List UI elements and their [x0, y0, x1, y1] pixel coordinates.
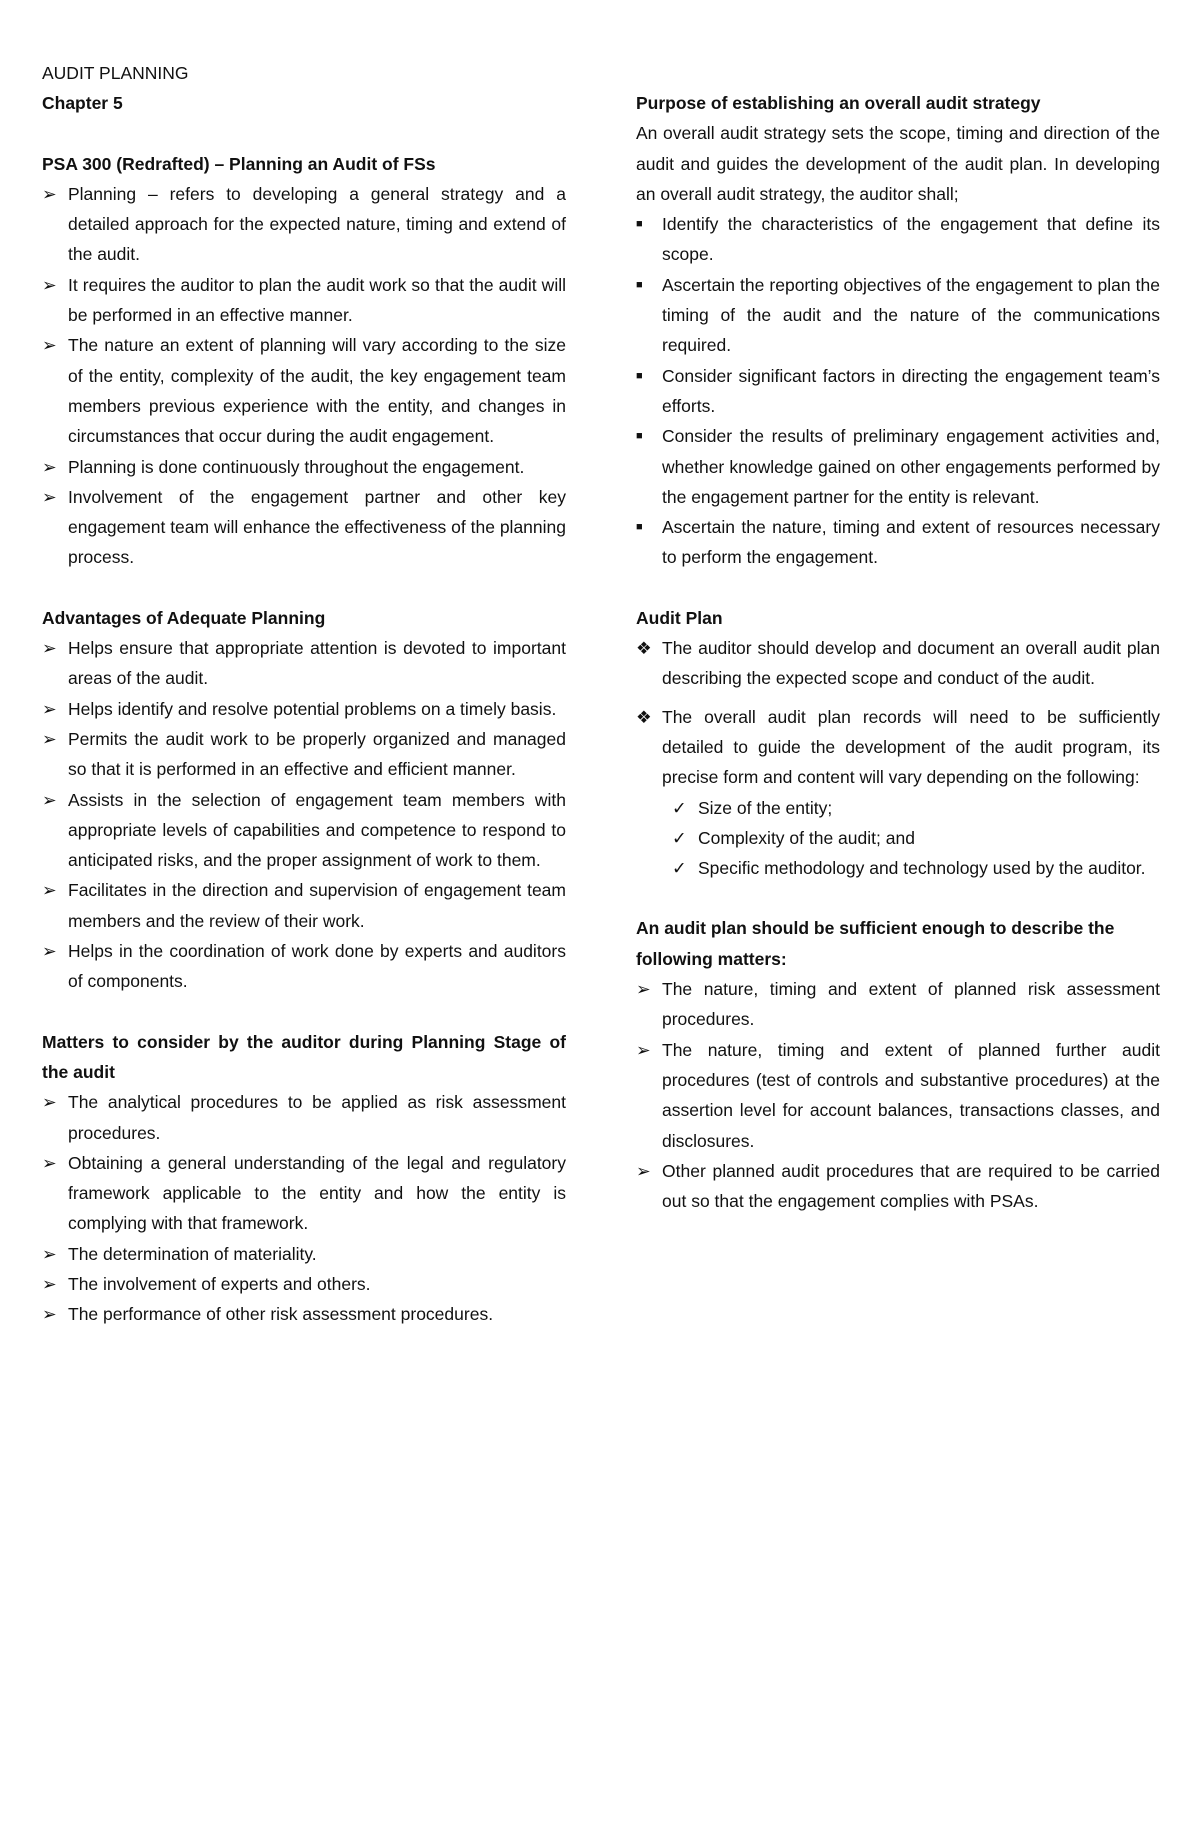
list-item: ➢ Involvement of the engagement partner and other key engagement team will enhance the effectiveness of the planning process. [42, 482, 566, 573]
list-item: ■ Ascertain the nature, timing and extent of resources necessary to perform the engagement. [636, 512, 1160, 573]
audit-plan-checklist [636, 793, 1160, 884]
arrow-bullet-icon: ➢ [42, 880, 57, 901]
sufficient-list [636, 974, 1160, 1216]
arrow-bullet-icon: ➢ [42, 335, 57, 356]
square-bullet-icon: ■ [636, 218, 643, 231]
list-item: ❖ The auditor should develop and document an overall audit plan describing the expected scope and conduct of the audit. [636, 633, 1160, 694]
diamond-bullet-icon: ❖ [636, 706, 652, 727]
matters-list [42, 1087, 566, 1329]
list-item: ➢ Helps ensure that appropriate attention is devoted to important areas of the audit. [42, 633, 566, 694]
arrow-bullet-icon: ➢ [42, 456, 57, 477]
arrow-bullet-icon: ➢ [42, 486, 57, 507]
list-item: ➢ It requires the auditor to plan the audit work so that the audit will be performed in an effective manner. [42, 270, 566, 331]
audit-plan-heading: Audit Plan [636, 607, 723, 628]
advantages-heading: Advantages of Adequate Planning [42, 607, 326, 628]
document-title: AUDIT PLANNING [42, 63, 189, 83]
list-item: ➢ Assists in the selection of engagement team members with appropriate levels of capabilities and competence to respond to anticipated risks, and the proper assignment of work to them. [42, 785, 566, 876]
list-item: ➢ The analytical procedures to be applied as risk assessment procedures. [42, 1087, 566, 1148]
list-item: ➢ Facilitates in the direction and supervision of engagement team members and the review of their work. [42, 875, 566, 936]
arrow-bullet-icon: ➢ [636, 1039, 651, 1060]
list-item: ➢ The involvement of experts and others. [42, 1269, 566, 1299]
list-item: ➢ Planning is done continuously throughout the engagement. [42, 452, 566, 482]
list-item: ➢ The determination of materiality. [42, 1239, 566, 1269]
list-item: ■ Identify the characteristics of the engagement that define its scope. [636, 209, 1160, 270]
list-item: ✓ Specific methodology and technology used by the auditor. [672, 853, 1160, 883]
advantages-list [42, 633, 566, 997]
arrow-bullet-icon: ➢ [636, 979, 651, 1000]
purpose-heading: Purpose of establishing an overall audit strategy [636, 93, 1041, 113]
audit-plan-list [636, 633, 1160, 792]
arrow-bullet-icon: ➢ [636, 1160, 651, 1181]
list-item: ➢ Helps identify and resolve potential problems on a timely basis. [42, 694, 566, 724]
right-column [636, 88, 1160, 1216]
arrow-bullet-icon: ➢ [42, 1243, 57, 1264]
square-bullet-icon: ■ [636, 521, 643, 534]
list-item: ➢ The nature an extent of planning will vary according to the size of the entity, complexity of the audit, the key engagement team members previous experience with the entity, and changes in circumstances that occur during the audit engagement. [42, 330, 566, 451]
psa-list [42, 179, 566, 573]
list-item: ➢ The performance of other risk assessment procedures. [42, 1299, 566, 1329]
matters-heading: Matters to consider by the auditor during Planning Stage of the audit [42, 1031, 566, 1082]
arrow-bullet-icon: ➢ [42, 789, 57, 810]
left-column [42, 58, 566, 1330]
list-item: ➢ Planning – refers to developing a general strategy and a detailed approach for the expected nature, timing and extend of the audit. [42, 179, 566, 270]
list-item: ❖ The overall audit plan records will need to be sufficiently detailed to guide the development of the audit program, its precise form and content will vary depending on the following: [636, 702, 1160, 793]
arrow-bullet-icon: ➢ [42, 941, 57, 962]
purpose-intro: An overall audit strategy sets the scope, timing and direction of the audit and guides the development of the audit plan. In developing an overall audit strategy, the auditor shall; [636, 123, 1160, 204]
list-item: ✓ Complexity of the audit; and [672, 823, 1160, 853]
list-item: ■ Ascertain the reporting objectives of the engagement to plan the timing of the audit and the nature of the communications required. [636, 270, 1160, 361]
arrow-bullet-icon: ➢ [42, 1092, 57, 1113]
diamond-bullet-icon: ❖ [636, 638, 652, 659]
list-item: ■ Consider the results of preliminary engagement activities and, whether knowledge gained on other engagements performed by the engagement partner for the entity is relevant. [636, 421, 1160, 512]
check-icon: ✓ [672, 827, 687, 848]
list-item: ➢ Obtaining a general understanding of the legal and regulatory framework applicable to the entity and how the entity is complying with that framework. [42, 1148, 566, 1239]
arrow-bullet-icon: ➢ [42, 1304, 57, 1325]
list-item: ➢ Helps in the coordination of work done by experts and auditors of components. [42, 936, 566, 997]
list-item: ➢ The nature, timing and extent of planned risk assessment procedures. [636, 974, 1160, 1035]
arrow-bullet-icon: ➢ [42, 1273, 57, 1294]
square-bullet-icon: ■ [636, 278, 643, 291]
list-item: ➢ The nature, timing and extent of planned further audit procedures (test of controls and substantive procedures) at the assertion level for account balances, transactions classes, and disclosures. [636, 1035, 1160, 1156]
arrow-bullet-icon: ➢ [42, 698, 57, 719]
psa-heading: PSA 300 (Redrafted) – Planning an Audit of FSs [42, 153, 436, 174]
list-item: ■ Consider significant factors in directing the engagement team’s efforts. [636, 361, 1160, 422]
chapter-label: Chapter 5 [42, 93, 123, 114]
list-item: ➢ Other planned audit procedures that are required to be carried out so that the engagement complies with PSAs. [636, 1156, 1160, 1217]
arrow-bullet-icon: ➢ [42, 183, 57, 204]
list-item: ✓ Size of the entity; [672, 793, 1160, 823]
purpose-list [636, 209, 1160, 573]
sufficient-heading: An audit plan should be sufficient enough to describe the following matters: [636, 918, 1115, 969]
list-item: ➢ Permits the audit work to be properly organized and managed so that it is performed in an effective and efficient manner. [42, 724, 566, 785]
arrow-bullet-icon: ➢ [42, 638, 57, 659]
arrow-bullet-icon: ➢ [42, 728, 57, 749]
check-icon: ✓ [672, 858, 687, 879]
arrow-bullet-icon: ➢ [42, 274, 57, 295]
check-icon: ✓ [672, 797, 687, 818]
square-bullet-icon: ■ [636, 369, 643, 382]
square-bullet-icon: ■ [636, 430, 643, 443]
arrow-bullet-icon: ➢ [42, 1152, 57, 1173]
